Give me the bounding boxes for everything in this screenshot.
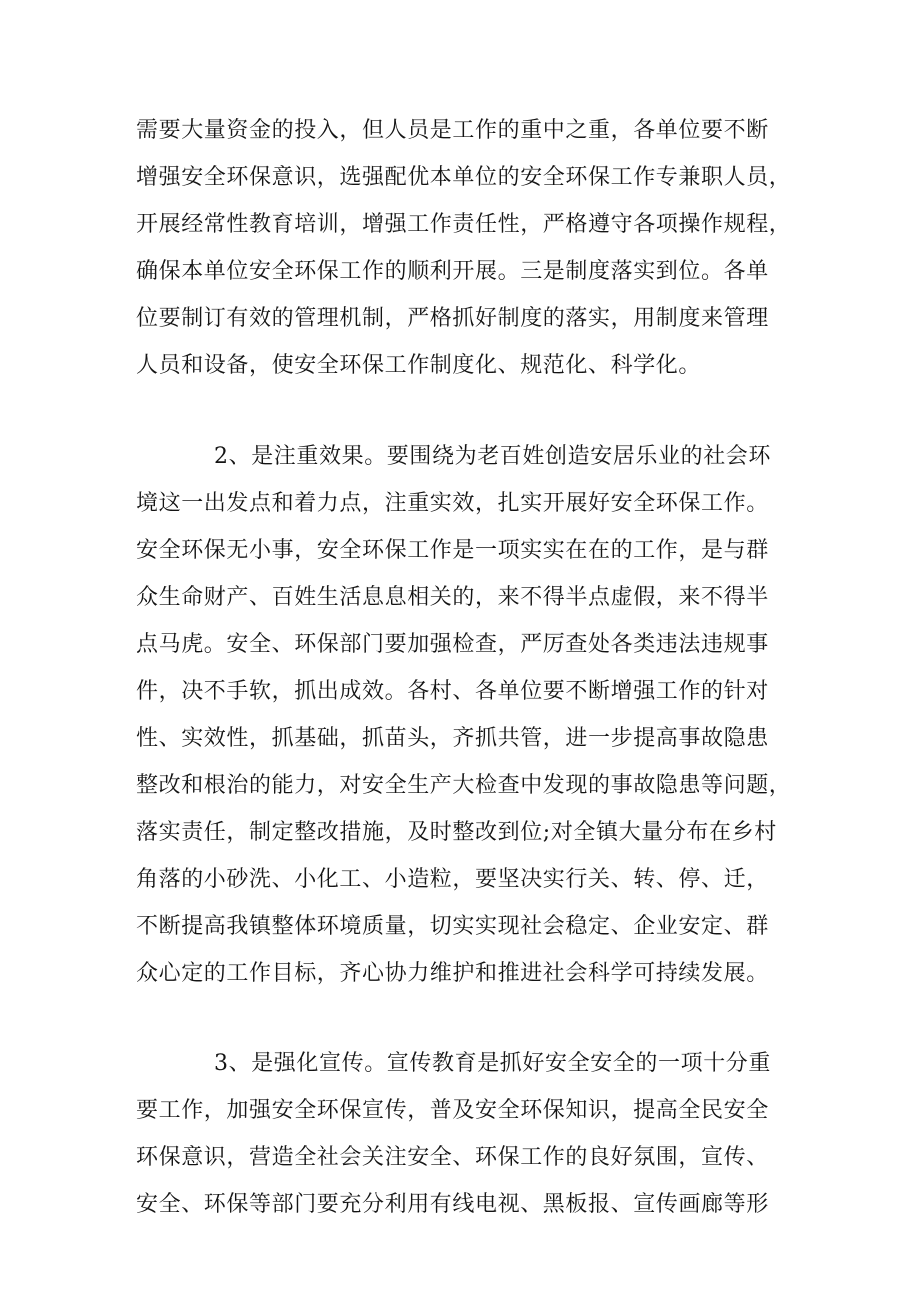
- text-line: 确保本单位安全环保工作的顺利开展。三是制度落实到位。各单: [136, 259, 769, 284]
- text-line: 落实责任，制定整改措施，及时整改到位;对全镇大量分布在乡村: [136, 820, 777, 845]
- text-line: 性、实效性，抓基础，抓苗头，齐抓共管，进一步提高事故隐患: [136, 726, 769, 751]
- text-line: 整改和根治的能力，对安全生产大检查中发现的事故隐患等问题，: [136, 773, 792, 798]
- text-line: 开展经常性教育培训，增强工作责任性，严格遵守各项操作规程，: [136, 212, 792, 237]
- text-line: 点马虎。安全、环保部门要加强检查，严厉查处各类违法违规事: [136, 632, 769, 657]
- text-line: 3、是强化宣传。宣传教育是抓好安全安全的一项十分重: [214, 1051, 771, 1076]
- text-line: 安全、环保等部门要充分利用有线电视、黑板报、宣传画廊等形: [136, 1192, 769, 1217]
- text-line: 要工作，加强安全环保宣传，普及安全环保知识，提高全民安全: [136, 1098, 769, 1123]
- text-line: 境这一出发点和着力点，注重实效，扎实开展好安全环保工作。: [136, 491, 769, 516]
- text-line: 环保意识，营造全社会关注安全、环保工作的良好氛围，宣传、: [136, 1145, 769, 1170]
- text-line: 众生命财产、百姓生活息息相关的，来不得半点虚假，来不得半: [136, 585, 769, 610]
- paragraph-strengthen-publicity: [136, 1040, 816, 1228]
- text-line: 人员和设备，使安全环保工作制度化、规范化、科学化。: [136, 353, 702, 378]
- text-line: 增强安全环保意识，选强配优本单位的安全环保工作专兼职人员，: [136, 165, 792, 190]
- text-line: 需要大量资金的投入，但人员是工作的重中之重，各单位要不断: [136, 118, 769, 143]
- paragraph-staffing-and-system: [136, 107, 816, 389]
- text-line: 角落的小砂洗、小化工、小造粒，要坚决实行关、转、停、迁，: [136, 867, 769, 892]
- text-line: 安全环保无小事，安全环保工作是一项实实在在的工作，是与群: [136, 538, 769, 563]
- text-line: 众心定的工作目标，齐心协力维护和推进社会科学可持续发展。: [136, 961, 769, 986]
- paragraph-focus-on-results: [136, 433, 816, 997]
- text-line: 位要制订有效的管理机制，严格抓好制度的落实，用制度来管理: [136, 306, 769, 331]
- text-line: 不断提高我镇整体环境质量，切实实现社会稳定、企业安定、群: [136, 914, 769, 939]
- text-line: 件，决不手软，抓出成效。各村、各单位要不断增强工作的针对: [136, 679, 769, 704]
- text-line: 2、是注重效果。要围绕为老百姓创造安居乐业的社会环: [214, 444, 771, 469]
